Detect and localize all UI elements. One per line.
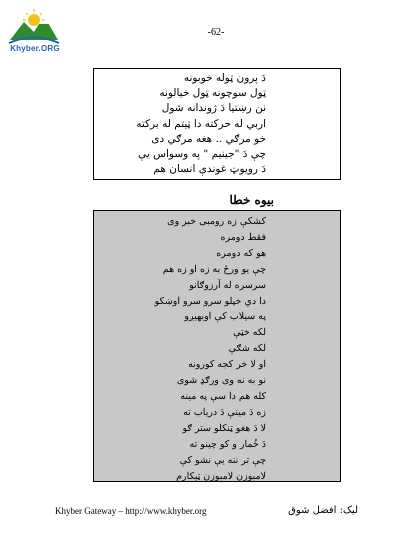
poem2-line: لکه شګې bbox=[228, 343, 266, 355]
poem2-line: زه دَ مینې دَ دریاب ته bbox=[183, 406, 266, 418]
poem1-line: چې دَ "جینیم " په وسواس یې bbox=[138, 148, 266, 161]
poem2-line: هو که دومره bbox=[216, 247, 266, 259]
poem2-line: چې تر ننه یې نشو کې bbox=[179, 454, 266, 466]
poem1-line: خو مرګي .. هغه مرګي دی bbox=[151, 132, 266, 145]
poem2-line: لا دَ هغو ټنکلو ستر ګو bbox=[182, 422, 266, 434]
poem1-line: ټول سوچونه ټول خیالونه bbox=[159, 87, 266, 100]
section-heading: بیوه خطا bbox=[229, 193, 274, 207]
poem2-line: چې یو ورځ به زه او زه هم bbox=[162, 263, 266, 275]
poem2-line: نو به نه وی ورګډ شوی bbox=[176, 375, 266, 387]
poem2-line: لکه خټې bbox=[233, 327, 266, 339]
poem2-line: لامبوزن لامبوزن ټیکارم bbox=[176, 470, 266, 482]
page-number: -62- bbox=[207, 27, 225, 38]
poem2-line: سرسره له آرزوګانو bbox=[189, 279, 266, 291]
footer-source-link[interactable]: Khyber Gateway – http://www.khyber.org bbox=[55, 506, 207, 516]
poem1-line: دَ پرون ټوله خوبونه bbox=[183, 72, 266, 84]
poem2-line: او لا خر کجه کورونه bbox=[188, 359, 266, 371]
poem-box-2 bbox=[93, 210, 341, 482]
poem2-line: دَ خُمار و کو چینو ته bbox=[189, 438, 266, 450]
poem1-line: نن رښتیا دَ ژوندانه شول bbox=[161, 102, 266, 115]
poem2-line: کله هم دا سې په مینه bbox=[180, 390, 266, 402]
logo-text: Khyber.ORG bbox=[10, 44, 60, 53]
poem2-line: دا دي خپلو سرو سرو اوښکو bbox=[154, 295, 266, 307]
poem2-line: کشکې زه رومبی خبر وی bbox=[167, 216, 266, 227]
poem1-line: دَ رویوټ غوندې انسان هم bbox=[153, 163, 266, 176]
poem2-line: فقط دومره bbox=[220, 231, 266, 243]
poem1-line: اربي له حرکته دا ټیتم له برکته bbox=[136, 117, 266, 130]
footer-author: لیک: افضل شوق bbox=[288, 505, 358, 516]
poem-box-1 bbox=[93, 68, 341, 180]
poem2-line: په سیلاب کې اوبهیږو bbox=[184, 311, 266, 323]
